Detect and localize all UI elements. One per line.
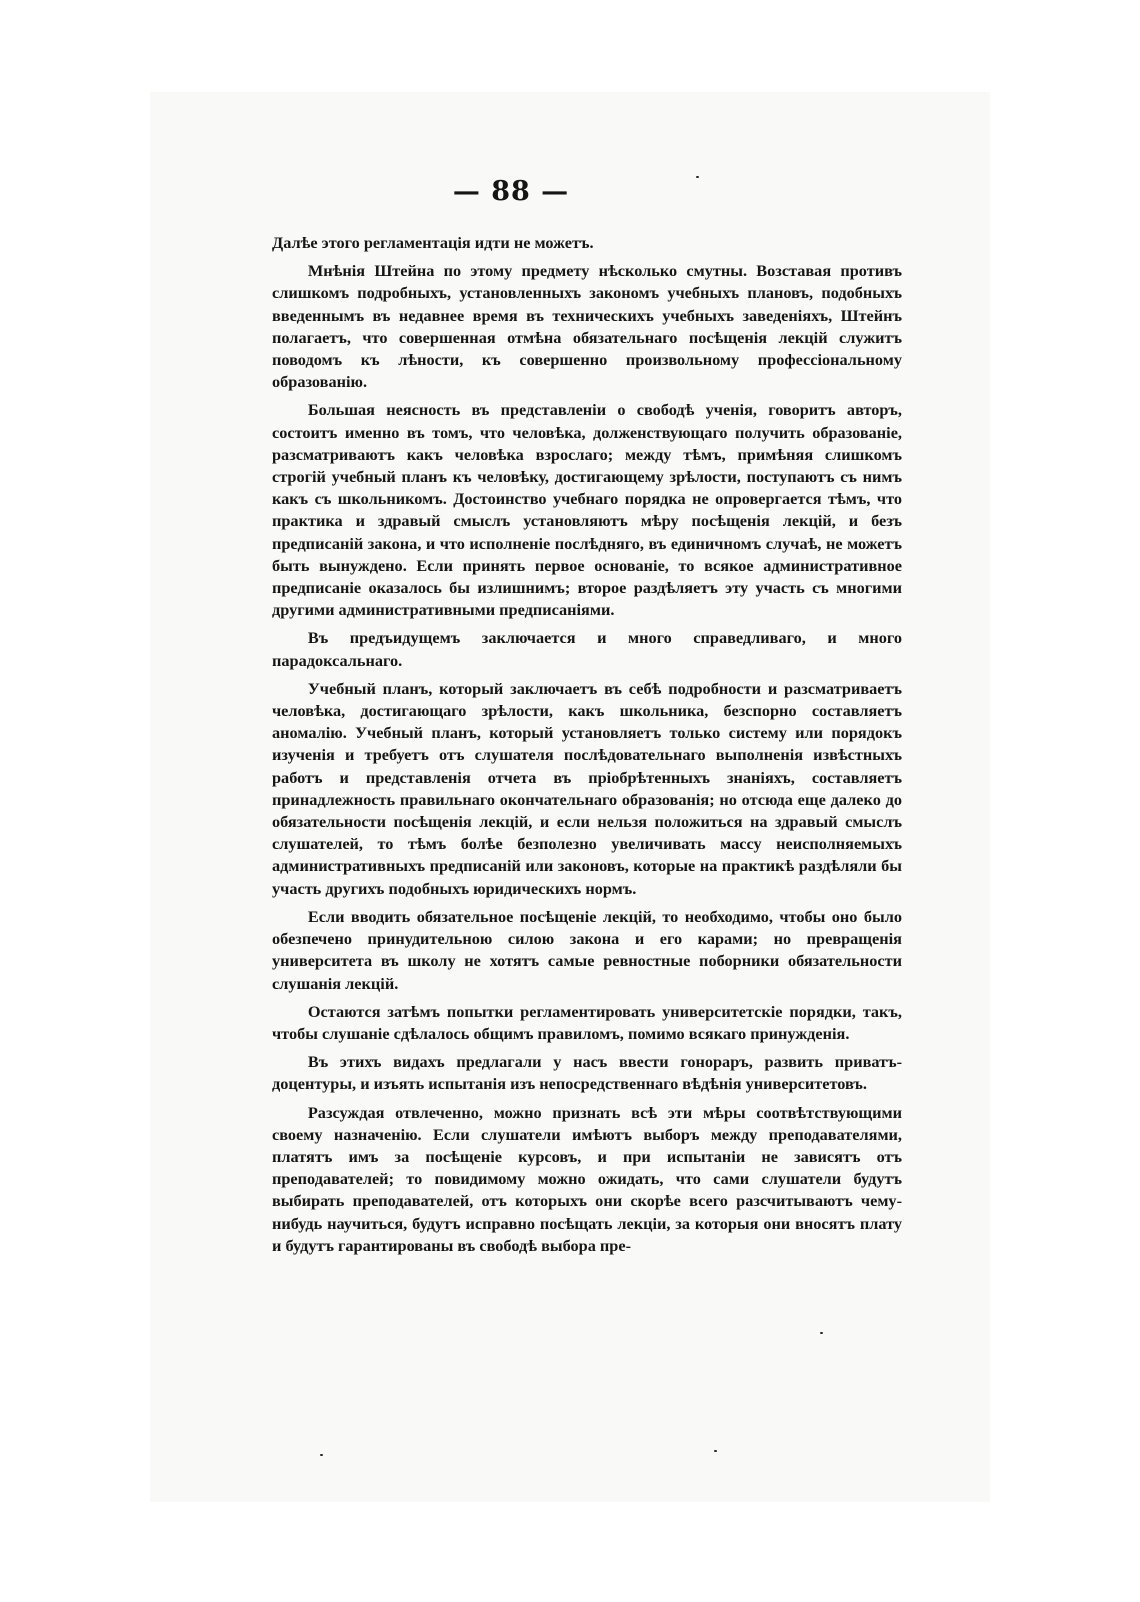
scan-speck <box>696 176 699 178</box>
paragraph: Остаются затѣмъ попытки регламентировать университетскіе порядки, такъ, чтобы слушаніе сдѣлалось общимъ правиломъ, помимо всякаго принужденія. <box>272 1001 902 1043</box>
scan-speck <box>714 1450 717 1452</box>
paragraph: Большая неясность въ представленіи о свободѣ ученія, говоритъ авторъ, состоитъ именно въ томъ, что человѣка, долженствующаго получить образованіе, разсматриваютъ какъ человѣка взрослаго; между тѣмъ, примѣняя слишкомъ строгій учебный планъ къ человѣку, достигающему зрѣлости, поступаютъ съ нимъ какъ съ школьникомъ. Достоинство учебнаго порядка не опровергается тѣмъ, что практика и здравый смыслъ установляютъ мѣру посѣщенія лекцій, и безъ предписаній закона, и что исполненіе послѣдняго, въ единичномъ случаѣ, не можетъ быть вынуждено. Если принять первое основаніе, то всякое административное предписаніе оказалось бы излишнимъ; второе раздѣляетъ эту участь съ многими другими административными предписаніями. <box>272 400 902 620</box>
paragraph: Учебный планъ, который заключаетъ въ себѣ подробности и разсматриваетъ человѣка, достигающаго зрѣлости, какъ школьника, безспорно составляетъ аномалію. Учебный планъ, который установляетъ только систему или порядокъ изученія и требуетъ отъ слушателя послѣдовательнаго выполненія извѣстныхъ работъ и представленія отчета въ пріобрѣтенныхъ знаніяхъ, составляетъ принадлежность правильнаго окончательнаго образованія; но отсюда еще далеко до обязательности посѣщенія лекцій, и если нельзя положиться на здравый смыслъ слушателей, то тѣмъ болѣе безполезно увеличивать массу неисполняемыхъ административныхъ предписаній или законовъ, которые на практикѣ раздѣляли бы участь другихъ подобныхъ юридическихъ нормъ. <box>272 678 902 898</box>
scan-speck <box>320 1454 323 1456</box>
paragraph: Если вводить обязательное посѣщеніе лекцій, то необходимо, чтобы оно было обезпечено принудительною силою закона и его карами; но превращенія университета въ школу не хотятъ самые ревностные поборники обязательности слушанія лекцій. <box>272 906 902 993</box>
paragraph: Разсуждая отвлеченно, можно признать всѣ эти мѣры соотвѣтствующими своему назначенію. Если слушатели имѣютъ выборъ между преподавателями, платятъ имъ за посѣщеніе курсовъ, и при испытаніи не зависятъ отъ преподавателей; то повидимому можно ожидать, что сами слушатели будутъ выбирать преподавателей, отъ которыхъ они скорѣе всего разсчитываютъ чему-нибудь научиться, будутъ исправно посѣщать лекціи, за которыя они вносятъ плату и будутъ гарантированы въ свободѣ выбора пре- <box>272 1102 902 1255</box>
page-number: — 88 — <box>452 176 570 207</box>
paragraph: Мнѣнія Штейна по этому предмету нѣсколько смутны. Возставая противъ слишкомъ подробныхъ, установленныхъ закономъ учебныхъ плановъ, подобныхъ введеннымъ въ недавнее время въ техническихъ учебныхъ заведеніяхъ, Штейнъ полагаетъ, что совершенная отмѣна обязательнаго посѣщенія лекцій служитъ поводомъ къ лѣности, къ совершенно произвольному профессіональному образованію. <box>272 261 902 392</box>
scan-speck <box>820 1332 823 1334</box>
book-page <box>150 92 990 1502</box>
paragraph: Въ предъидущемъ заключается и много справедливаго, и много парадоксальнаго. <box>272 628 902 670</box>
paragraph: Въ этихъ видахъ предлагали у насъ ввести гонораръ, развить приватъ-доцентуры, и изъять испытанія изъ непосредственнаго вѣдѣнія университетовъ. <box>272 1052 902 1094</box>
paragraph: Далѣе этого регламентація идти не можетъ. <box>272 233 594 252</box>
body-text <box>272 232 902 1263</box>
